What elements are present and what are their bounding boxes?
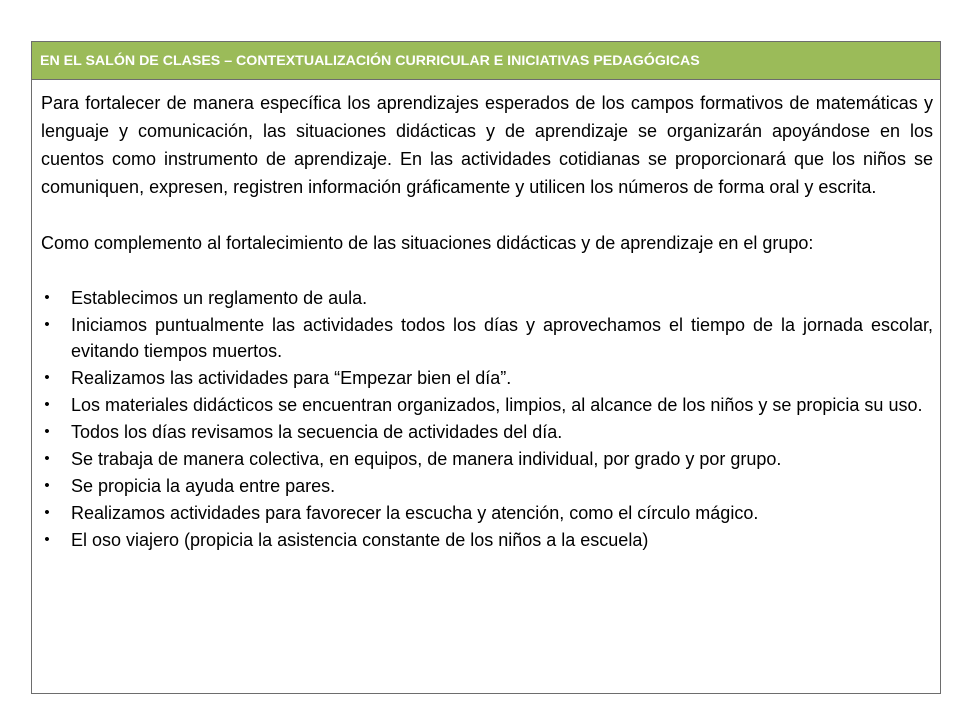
- bullet-icon: •: [44, 504, 50, 521]
- intro-paragraph: Para fortalecer de manera específica los aprendizajes esperados de los campos formativos de matemáticas y lenguaje y comunicación, las situaciones didácticas y de aprendizaje se organizarán apoyándose en los cuentos como instrumento de aprendizaje. En las actividades cotidianas se proporcionará que los niños se comuniquen, expresen, registren información gráficamente y utilicen los números de forma oral y escrita.: [41, 93, 933, 197]
- header-title: EN EL SALÓN DE CLASES – CONTEXTUALIZACIÓN CURRICULAR E INICIATIVAS PEDAGÓGICAS: [40, 52, 700, 69]
- list-item-text: Realizamos actividades para favorecer la escucha y atención, como el círculo mágico.: [71, 503, 759, 523]
- list-item: [41, 365, 933, 391]
- list-item-text: Se trabaja de manera colectiva, en equipos, de manera individual, por grado y por grupo.: [71, 449, 782, 469]
- complement-paragraph: Como complemento al fortalecimiento de las situaciones didácticas y de aprendizaje en el grupo:: [41, 233, 814, 253]
- list-item: [41, 285, 933, 311]
- list-item-text: Realizamos las actividades para “Empezar bien el día”.: [71, 368, 512, 388]
- list-item: [41, 419, 933, 445]
- list-item: [41, 446, 933, 472]
- list-item: [41, 527, 933, 553]
- paragraph-spacer: [41, 201, 933, 229]
- content-table: [31, 41, 941, 694]
- bullet-icon: •: [44, 396, 50, 413]
- paragraph-spacer: [41, 257, 933, 285]
- list-item: [41, 392, 933, 418]
- list-item-text: El oso viajero (propicia la asistencia constante de los niños a la escuela): [71, 530, 649, 550]
- bullet-icon: •: [44, 369, 50, 386]
- bullet-icon: •: [44, 477, 50, 494]
- list-item-text: Los materiales didácticos se encuentran organizados, limpios, al alcance de los niños y se propicia su uso.: [71, 395, 923, 415]
- list-item-text: Todos los días revisamos la secuencia de actividades del día.: [71, 422, 563, 442]
- list-item: [41, 312, 933, 364]
- bullet-icon: •: [44, 450, 50, 467]
- table-body: [32, 80, 940, 553]
- list-item-text: Se propicia la ayuda entre pares.: [71, 476, 336, 496]
- list-item: [41, 500, 933, 526]
- list-item-text: Establecimos un reglamento de aula.: [71, 288, 368, 308]
- bullet-list: [41, 285, 933, 553]
- bullet-icon: •: [44, 289, 50, 306]
- bullet-icon: •: [44, 423, 50, 440]
- list-item: [41, 473, 933, 499]
- bullet-icon: •: [44, 316, 50, 333]
- table-header: [32, 42, 940, 80]
- bullet-icon: •: [44, 531, 50, 548]
- list-item-text: Iniciamos puntualmente las actividades todos los días y aprovechamos el tiempo de la jornada escolar, evitando tiempos muertos.: [71, 315, 933, 361]
